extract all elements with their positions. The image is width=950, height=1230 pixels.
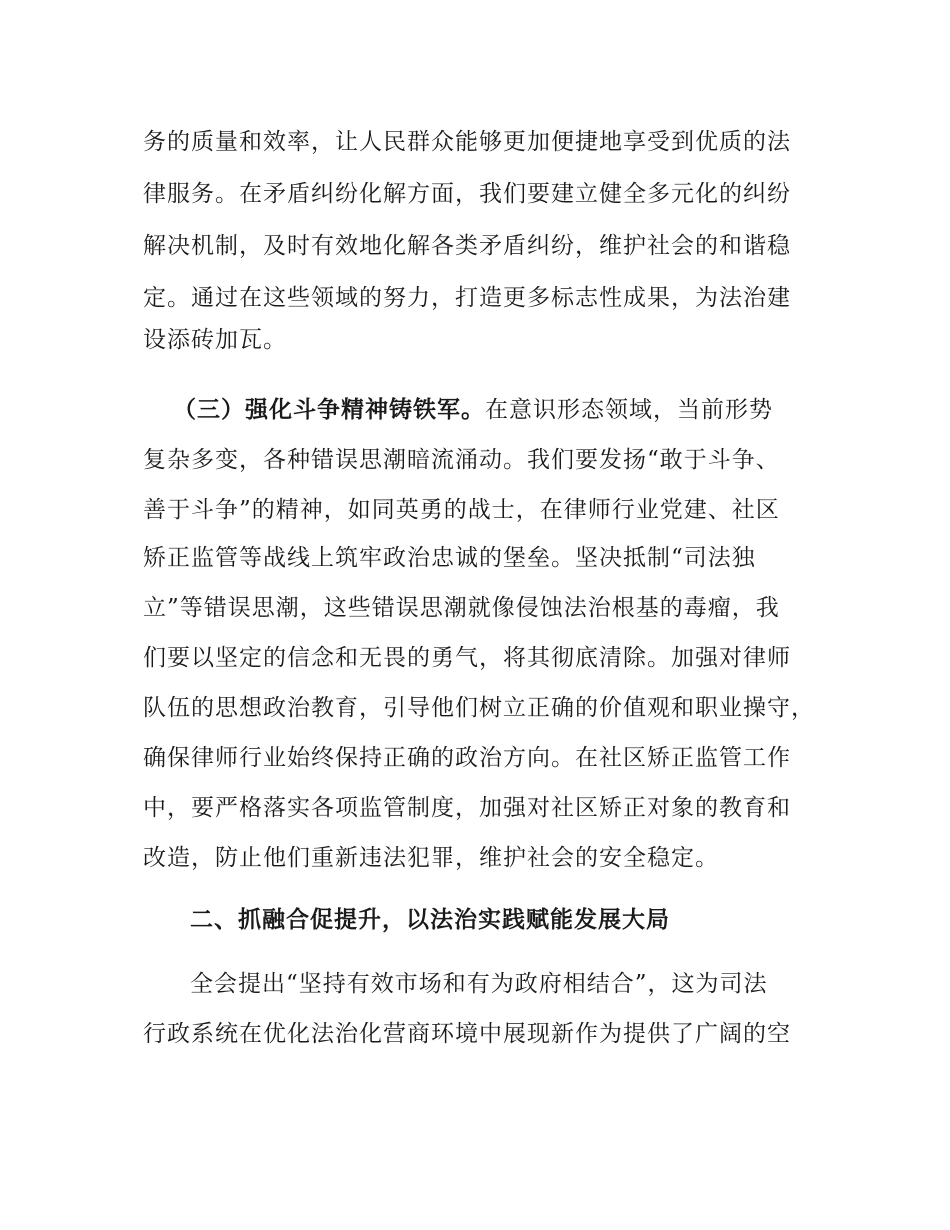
paragraph-2-line-1: [173, 394, 773, 426]
paragraph-2-line-7: 队伍的思想政治教育，引导他们树立正确的价值观和职业操守，: [143, 695, 815, 721]
paragraph-2-first-line-text: 在意识形态领域，当前形势: [485, 397, 773, 423]
subsection-heading: （三）强化斗争精神铸铁军。: [173, 397, 485, 423]
paragraph-3-line-1: 全会提出“坚持有效市场和有为政府相结合”，这为司法: [190, 971, 768, 997]
paragraph-1-line-1: 务的质量和效率，让人民群众能够更加便捷地享受到优质的法: [143, 129, 791, 155]
paragraph-1-line-3: 解决机制，及时有效地化解各类矛盾纠纷，维护社会的和谐稳: [143, 233, 791, 259]
paragraph-2-line-10: 改造，防止他们重新违法犯罪，维护社会的安全稳定。: [143, 845, 719, 871]
section-heading: 二、抓融合促提升，以法治实践赋能发展大局: [190, 907, 670, 933]
paragraph-1-line-5: 设添砖加瓦。: [143, 327, 287, 353]
paragraph-1-line-2: 律服务。在矛盾纠纷化解方面，我们要建立健全多元化的纠纷: [143, 181, 791, 207]
paragraph-2-line-5: 立”等错误思潮，这些错误思潮就像侵蚀法治根基的毒瘤，我: [143, 595, 780, 621]
paragraph-2-line-9: 中，要严格落实各项监管制度，加强对社区矫正对象的教育和: [143, 795, 791, 821]
paragraph-2-line-8: 确保律师行业始终保持正确的政治方向。在社区矫正监管工作: [143, 745, 791, 771]
paragraph-2-line-2: 复杂多变，各种错误思潮暗流涌动。我们要发扬“敢于斗争、: [143, 447, 780, 473]
paragraph-1-line-4: 定。通过在这些领域的努力，打造更多标志性成果，为法治建: [143, 285, 791, 311]
paragraph-2-line-4: 矫正监管等战线上筑牢政治忠诚的堡垒。坚决抵制“司法独: [143, 545, 756, 571]
paragraph-3-line-2: 行政系统在优化法治化营商环境中展现新作为提供了广阔的空: [143, 1021, 791, 1047]
paragraph-2-line-3: 善于斗争”的精神，如同英勇的战士，在律师行业党建、社区: [143, 497, 780, 523]
paragraph-2-line-6: 们要以坚定的信念和无畏的勇气，将其彻底清除。加强对律师: [143, 645, 791, 671]
